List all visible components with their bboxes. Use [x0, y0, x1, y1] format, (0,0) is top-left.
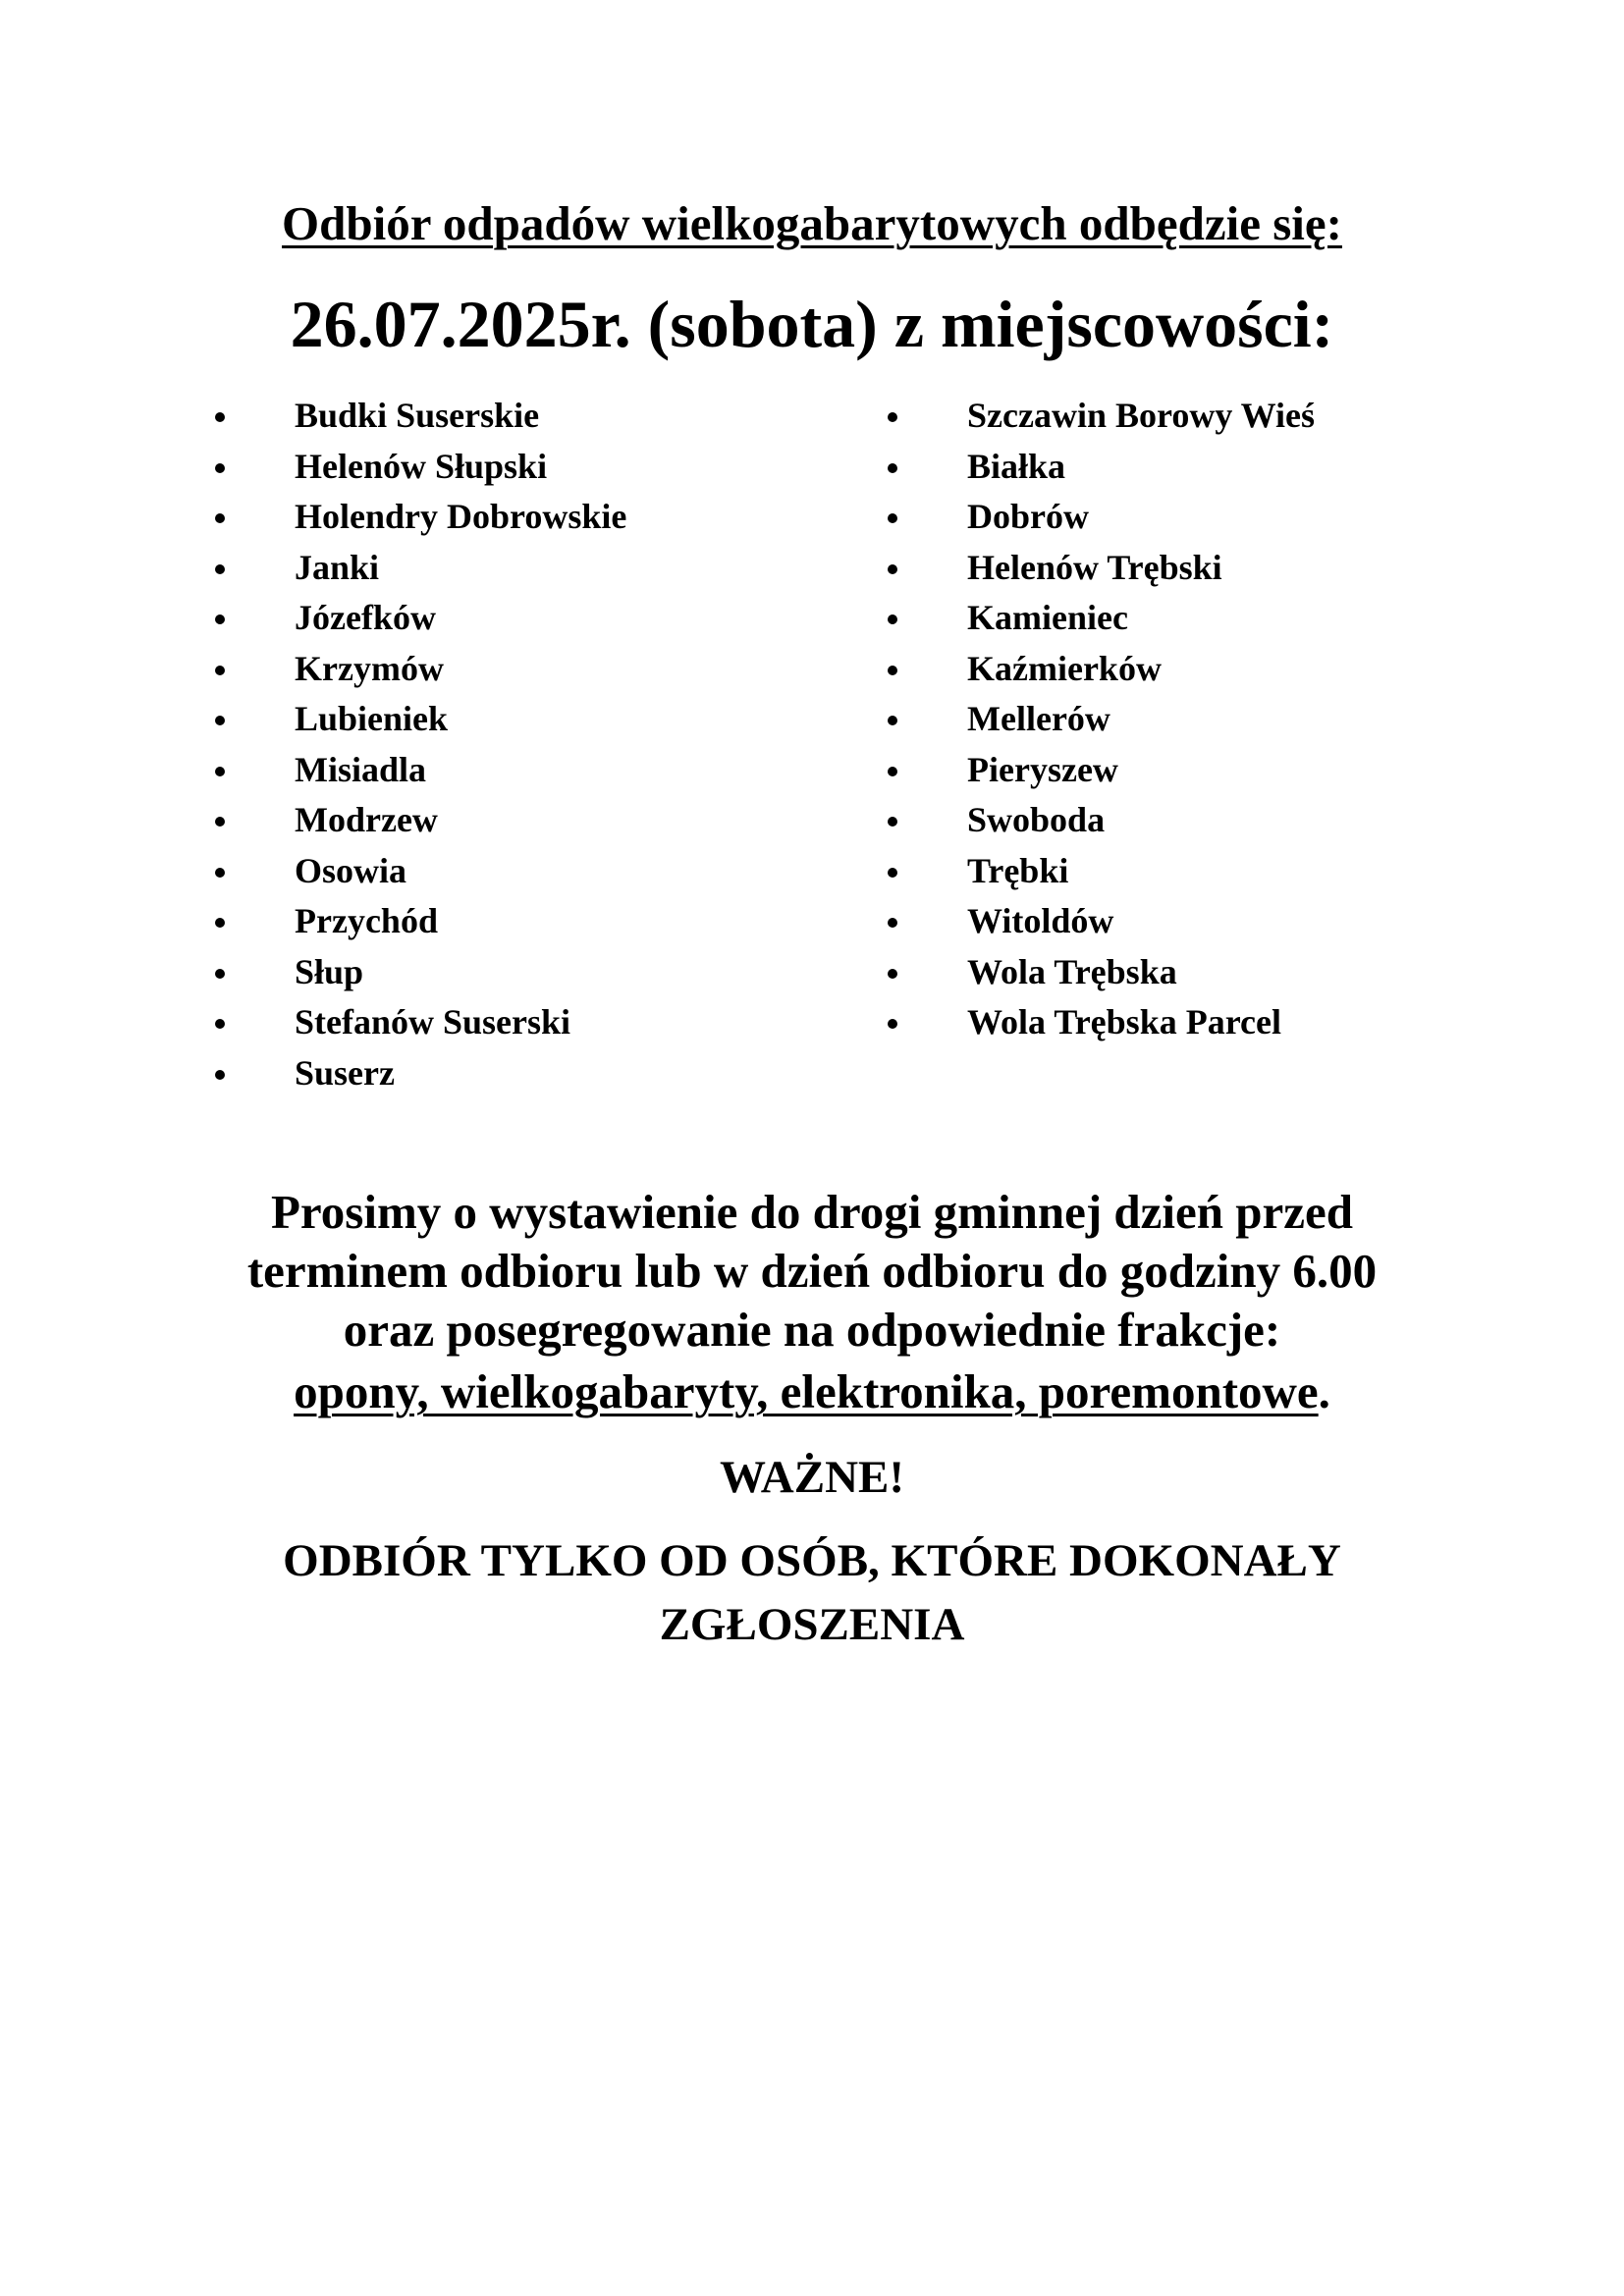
- location-item: [884, 745, 1571, 796]
- bullet-icon: [884, 997, 903, 1048]
- location-item: [884, 593, 1571, 644]
- location-item: [211, 896, 859, 947]
- fractions-end: .: [1318, 1364, 1330, 1418]
- location-item: [211, 846, 859, 897]
- location-item: [884, 846, 1571, 897]
- location-item: [211, 391, 859, 442]
- location-name: Dobrów: [967, 497, 1089, 536]
- location-name: Białka: [967, 446, 1066, 486]
- bullet-icon: [211, 745, 231, 796]
- location-item: [211, 492, 859, 543]
- bullet-icon: [884, 745, 903, 796]
- location-name: Wola Trębska: [967, 951, 1177, 991]
- instructions-fractions: [0, 1362, 1624, 1421]
- location-name: Helenów Słupski: [295, 446, 548, 486]
- bullet-icon: [211, 593, 231, 644]
- location-name: Budki Suserskie: [295, 396, 540, 435]
- location-name: Mellerów: [967, 699, 1110, 738]
- bullet-icon: [211, 543, 231, 594]
- location-item: [211, 694, 859, 745]
- location-item: [884, 896, 1571, 947]
- locations-list-right: [884, 391, 1571, 1048]
- location-name: Misiadla: [295, 749, 427, 789]
- location-name: Szczawin Borowy Wieś: [967, 396, 1316, 435]
- location-item: [884, 795, 1571, 846]
- location-item: [211, 543, 859, 594]
- location-item: [884, 391, 1571, 442]
- location-name: Przychód: [295, 901, 438, 940]
- location-name: Krzymów: [295, 648, 444, 688]
- bullet-icon: [211, 997, 231, 1048]
- bullet-icon: [884, 846, 903, 897]
- location-item: [884, 492, 1571, 543]
- location-item: [211, 1048, 859, 1099]
- location-item: [211, 442, 859, 493]
- location-name: Wola Trębska Parcel: [967, 1002, 1281, 1041]
- bullet-icon: [884, 795, 903, 846]
- fractions-list: opony, wielkogabaryty, elektronika, poremontowe: [294, 1364, 1319, 1418]
- location-name: Suserz: [295, 1052, 395, 1093]
- location-name: Kamieniec: [967, 598, 1128, 637]
- bullet-icon: [211, 442, 231, 493]
- important-line-1: ODBIÓR TYLKO OD OSÓB, KTÓRE DOKONAŁY: [283, 1535, 1341, 1586]
- bullet-icon: [884, 593, 903, 644]
- bullet-icon: [884, 442, 903, 493]
- bullet-icon: [884, 644, 903, 695]
- important-line-2: ZGŁOSZENIA: [659, 1599, 965, 1650]
- location-name: Kaźmierków: [967, 648, 1162, 688]
- location-item: [211, 644, 859, 695]
- location-name: Holendry Dobrowskie: [295, 497, 627, 536]
- location-item: [211, 795, 859, 846]
- instructions-line-1: Prosimy o wystawienie do drogi gminnej dzień przed: [270, 1185, 1354, 1239]
- location-name: Janki: [295, 547, 380, 587]
- bullet-icon: [211, 947, 231, 998]
- bullet-icon: [884, 896, 903, 947]
- bullet-icon: [884, 947, 903, 998]
- location-name: Słup: [295, 951, 364, 991]
- bullet-icon: [211, 492, 231, 543]
- location-name: Witoldów: [967, 901, 1114, 940]
- location-item: [884, 947, 1571, 998]
- location-item: [884, 997, 1571, 1048]
- location-name: Pieryszew: [967, 749, 1118, 789]
- location-item: [211, 947, 859, 998]
- location-name: Swoboda: [967, 800, 1106, 839]
- location-item: [884, 442, 1571, 493]
- locations-list-left: [211, 391, 859, 1098]
- location-item: [211, 745, 859, 796]
- location-item: [211, 593, 859, 644]
- bullet-icon: [211, 1048, 231, 1099]
- important-title: WAŻNE!: [719, 1452, 905, 1503]
- location-name: Helenów Trębski: [967, 547, 1222, 587]
- location-name: Stefanów Suserski: [295, 1002, 571, 1041]
- notice-heading: [0, 194, 1624, 253]
- bullet-icon: [211, 795, 231, 846]
- location-name: Lubieniek: [295, 699, 449, 738]
- instructions-line-3: oraz posegregowanie na odpowiednie frakcje:: [343, 1303, 1281, 1357]
- bullet-icon: [884, 694, 903, 745]
- location-name: Osowia: [295, 850, 407, 890]
- bullet-icon: [884, 543, 903, 594]
- location-item: [211, 997, 859, 1048]
- location-name: Trębki: [967, 850, 1069, 890]
- location-item: [884, 694, 1571, 745]
- bullet-icon: [211, 391, 231, 442]
- location-item: [884, 543, 1571, 594]
- location-name: Józefków: [295, 598, 436, 637]
- bullet-icon: [211, 694, 231, 745]
- instructions-line-2: terminem odbioru lub w dzień odbioru do godziny 6.00: [246, 1244, 1378, 1298]
- bullet-icon: [884, 492, 903, 543]
- location-name: Modrzew: [295, 800, 438, 839]
- date-line: 26.07.2025r. (sobota) z miejscowości:: [290, 287, 1334, 361]
- notice-heading-text: Odbiór odpadów wielkogabarytowych odbędzie się:: [282, 196, 1342, 250]
- bullet-icon: [211, 896, 231, 947]
- bullet-icon: [211, 846, 231, 897]
- bullet-icon: [884, 391, 903, 442]
- bullet-icon: [211, 644, 231, 695]
- location-item: [884, 644, 1571, 695]
